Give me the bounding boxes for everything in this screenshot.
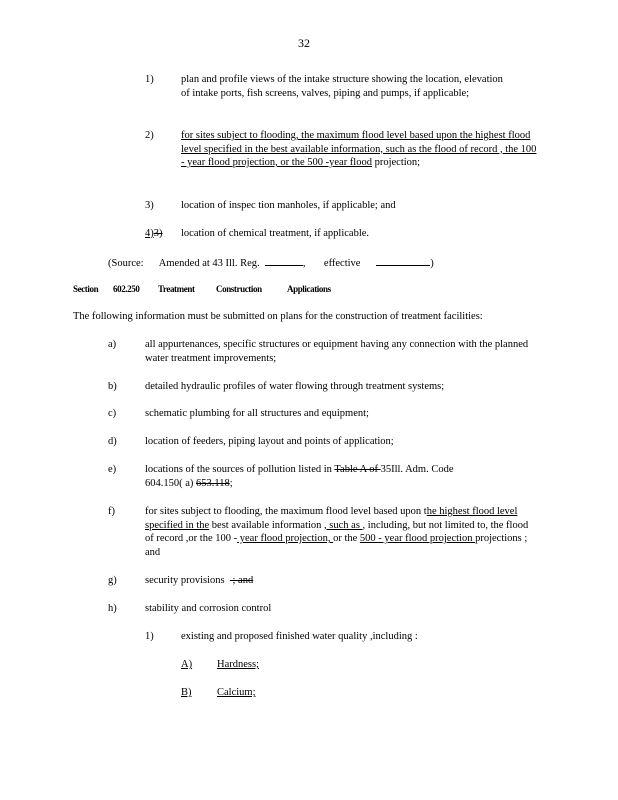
deleted-text: Table A of: [334, 464, 381, 475]
item-text: all appurtenances, specific structures or equipment having any connection with the planned water treatment improvements;: [145, 339, 529, 364]
item-text-part: locations of the sources of pollution listed in: [145, 464, 332, 475]
deleted-text: 653.118: [196, 477, 230, 489]
item-text-part: 35Ill. Adm. Code: [380, 464, 454, 475]
register-blank: [265, 255, 303, 266]
inserted-text: , such as: [324, 519, 363, 531]
section-title-word: Construction: [216, 284, 262, 294]
item-text-part: projections ; and: [145, 533, 528, 558]
item-text-part: for sites subject to flooding, the maximum flood level based upon t: [145, 506, 427, 517]
source-comma: ,: [302, 258, 306, 269]
inserted-number: 4): [145, 228, 154, 239]
list-item-number: 1): [145, 74, 154, 85]
item-letter: a): [108, 339, 117, 350]
source-close: ): [430, 258, 434, 269]
sub-item-number: 1): [145, 631, 154, 642]
item-text: [145, 463, 505, 490]
source-prefix: (Source:: [108, 258, 144, 269]
deleted-number: 3): [153, 228, 163, 239]
sub-sub-item-text: Calcium;: [217, 687, 256, 698]
item-text: location of feeders, piping layout and points of application;: [145, 436, 394, 447]
list-item-text-tail: projection;: [374, 157, 421, 168]
page-number: 32: [298, 36, 310, 50]
section-title-word: Treatment: [158, 284, 195, 294]
list-item-number: [145, 227, 163, 241]
sub-item-text: existing and proposed finished water quality ,including :: [181, 631, 418, 642]
item-text: [145, 574, 530, 588]
item-text: [145, 505, 537, 559]
list-item-text: location of inspec tion manholes, if applicable; and: [181, 200, 396, 211]
item-letter: f): [108, 506, 115, 517]
item-text-part: best available information: [209, 519, 325, 531]
item-letter: b): [108, 381, 117, 392]
section-number: 602.250: [113, 284, 140, 294]
list-item-text: plan and profile views of the intake structure showing the location, elevation of intake ports, fish screens, valves, piping and pumps, if applicable;: [181, 74, 503, 99]
section-intro: The following information must be submitted on plans for the construction of treatment facilities:: [73, 311, 483, 322]
inserted-text: he highest flood level specified in the: [145, 506, 518, 531]
sub-sub-item-letter: B): [181, 687, 192, 698]
list-item-text: location of chemical treatment, if applicable.: [181, 228, 370, 239]
item-text: schematic plumbing for all structures and equipment;: [145, 408, 369, 419]
list-item-number: 2): [145, 130, 154, 141]
source-note: [108, 255, 434, 271]
section-title-word: Applications: [287, 284, 331, 294]
section-label: Section: [73, 284, 99, 294]
item-text-part: 604.150( a): [145, 477, 194, 489]
item-letter: c): [108, 408, 117, 419]
source-effective: effective: [323, 258, 361, 269]
item-text: detailed hydraulic profiles of water flowing through treatment systems;: [145, 381, 445, 392]
item-text-part: or the: [333, 533, 360, 544]
item-text-part: ;: [229, 477, 233, 489]
item-letter: d): [108, 436, 117, 447]
sub-sub-item-text: Hardness;: [217, 659, 259, 670]
inserted-text: year flood projection,: [237, 533, 334, 544]
item-letter: h): [108, 603, 117, 614]
sub-sub-item-letter: A): [181, 659, 193, 670]
source-amended: Amended at 43 Ill. Reg.: [158, 258, 260, 269]
list-item-text: [181, 129, 537, 170]
item-letter: e): [108, 464, 117, 475]
item-text: stability and corrosion control: [145, 603, 272, 614]
deleted-text: ; and: [229, 575, 254, 586]
item-text-part: security provisions: [145, 575, 225, 586]
item-letter: g): [108, 575, 117, 586]
item-text-part: , including, but not limited to, the flood of record ,or the 100 -: [145, 519, 529, 544]
inserted-text: for sites subject to flooding, the maximum flood level based upon the highest flood level specified in the best available information, such as the flood of record , the 100 - year flood projection, or the 500 -year flood: [181, 130, 537, 168]
inserted-text: 500 - year flood projection: [359, 533, 476, 544]
effective-date-blank: [376, 255, 430, 266]
list-item-number: 3): [145, 200, 154, 211]
